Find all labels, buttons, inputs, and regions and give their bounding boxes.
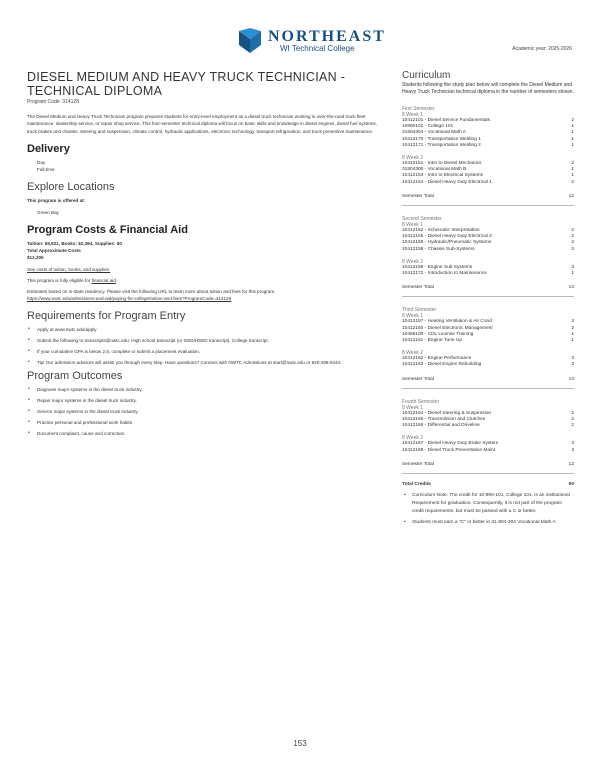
course-name: 10458100 - CDL License Training: [402, 331, 474, 337]
week-label: 8 Week 2: [402, 350, 424, 357]
week-label: 8 Week 1: [402, 112, 424, 118]
course-name: 10412155 - Diesel Heavy Duty Electrical 2: [402, 234, 492, 240]
delivery-item: Full-time: [37, 167, 55, 173]
requirements-list: [27, 326, 385, 366]
page-number: 153: [293, 739, 307, 748]
course-row: [402, 448, 574, 454]
financial-aid-link[interactable]: financial aid: [91, 278, 116, 284]
semester-total-label: Semester Total: [402, 285, 434, 291]
course-credits: 2: [571, 228, 574, 234]
semester-total-value: 12: [568, 461, 574, 467]
course-name: 10412160 - Diesel Electronic Management: [402, 325, 493, 331]
course-credits: 3: [571, 356, 574, 362]
course-credits: 2: [571, 417, 574, 423]
program-title: DIESEL MEDIUM AND HEAVY TRUCK TECHNICIAN - TECHNICAL DIPLOMA: [27, 70, 346, 98]
course-row: [402, 338, 574, 344]
see-costs-link[interactable]: See costs of tuition, books, and supplies.: [27, 267, 111, 273]
week-label: 8 Week 1: [402, 313, 424, 320]
course-credits: 2: [571, 179, 574, 185]
semester-total: [402, 285, 574, 297]
course-name: 10890101 - College 101: [402, 124, 454, 130]
course-credits: 1: [571, 173, 574, 179]
week-label: 8 Week 2: [402, 435, 424, 442]
course-credits: 2: [571, 240, 574, 246]
semester-block: [402, 307, 574, 388]
curriculum-column: [402, 70, 574, 527]
course-name: 10412153 - Intro to Electrical Systems: [402, 173, 484, 179]
course-credits: 3: [571, 264, 574, 270]
course-name: 10412166 - Differential and Driveline: [402, 423, 480, 429]
course-name: 10412161 - Engine Tune Up: [402, 338, 463, 344]
course-credits: 1: [571, 130, 574, 136]
total-credits: [402, 482, 574, 488]
course-name: 10412158 - Chassis Sub-Systems: [402, 246, 475, 252]
delivery-list: [27, 159, 385, 173]
total-costs-value: $12,205: [27, 255, 44, 261]
logo-text: NORTHEAST: [268, 28, 386, 45]
total-credits-value: 50: [568, 482, 574, 488]
semester-name: Second Semester: [402, 216, 442, 223]
locations-intro: This program is offered at:: [27, 198, 86, 204]
course-row: [402, 362, 574, 368]
curriculum-intro: Students following the study plan below will complete the Diesel Medium and Heavy Truck Technician technical diploma in the number of semesters shown.: [402, 82, 574, 95]
course-credits: 1: [571, 338, 574, 344]
course-name: 10412157 - Heating Ventilation & Air Cond: [402, 319, 492, 325]
semester-block: [402, 106, 574, 206]
location-item[interactable]: Green Bay: [37, 210, 59, 216]
list-item: • Apply at www.nwtc.edu/apply: [27, 326, 385, 333]
course-name: 10412159 - Engine Sub Systems: [402, 264, 473, 270]
financial-aid-line: [27, 277, 385, 284]
list-item: • If your cumulative GPA is below 2.6, complete or submit a placement evaluation.: [27, 348, 385, 355]
course-row: [402, 143, 574, 149]
week-label: 8 Week 1: [402, 222, 424, 229]
semester-total-label: Semester Total: [402, 461, 434, 467]
course-name: 10412170 - Transportation Welding 1: [402, 136, 481, 142]
course-name: 10412164 - Diesel Steering & Suspension: [402, 410, 492, 416]
list-item: • Students must earn a "C" or better in 31-804-304 Vocational Math A: [402, 519, 574, 527]
curriculum-notes: [402, 492, 574, 527]
financial-aid-end: .: [115, 278, 118, 284]
list-item: • Diagnose major systems in the diesel truck industry.: [27, 386, 385, 393]
outcomes-list: [27, 386, 385, 437]
list-item: • Practice personal and professional work habits.: [27, 419, 385, 426]
delivery-item: Day: [37, 160, 46, 166]
program-code: Program Code: 314128: [27, 99, 79, 105]
course-credits: 3: [571, 319, 574, 325]
costs-heading: Program Costs & Financial Aid: [27, 224, 188, 237]
list-item: • Service major systems in the diesel truck industry.: [27, 408, 385, 415]
semester-name: First Semester: [402, 106, 435, 112]
total-costs-label: Total Approximate Costs: [27, 248, 81, 254]
course-name: 10412101 - Diesel Service Fundamentals: [402, 118, 490, 123]
course-credits: 3: [571, 246, 574, 252]
course-credits: 2: [571, 410, 574, 416]
list-item: • Submit the following to transcripts@nwtc.edu: High school transcript (or GED/HSED transcript). College transcript.: [27, 337, 385, 344]
course-credits: 2: [571, 234, 574, 240]
course-row: [402, 247, 574, 253]
semester-total-value: 12: [568, 193, 574, 199]
tuition-url-link[interactable]: https://www.nwtc.edu/admissions-and-aid/paying-for-college/tuition-and-fees?ProgramCode=314128: [27, 296, 232, 302]
week-label: 8 Week 2: [402, 258, 424, 265]
course-name: 10412156 - Hydraulic/Pneumatic Systems: [402, 240, 492, 246]
list-item: • Repair major systems in the diesel truck industry.: [27, 397, 385, 404]
course-name: 10412172 - Introduction to Maintenance: [402, 271, 487, 277]
course-name: 10412171 - Transportation Welding 2: [402, 142, 481, 148]
semester-total: [402, 462, 574, 474]
requirements-heading: Requirements for Program Entry: [27, 310, 186, 323]
semester-total-value: 13: [568, 376, 574, 382]
course-name: 10412167 - Diesel Heavy Duty Brake System: [402, 441, 499, 447]
course-name: 10412163 - Diesel Engine Rebuilding: [402, 362, 482, 368]
semester-name: Third Semester: [402, 307, 437, 314]
logo-mark-icon: [236, 27, 264, 55]
semester-name: Fourth Semester: [402, 398, 440, 405]
course-credits: 1: [571, 331, 574, 337]
course-name: 10412162 - Engine Performance: [402, 356, 472, 362]
course-credits: 2: [571, 423, 574, 429]
course-row: [402, 271, 574, 277]
page-header: [0, 0, 600, 60]
semester-block: [402, 399, 574, 474]
semester-total-value: 13: [568, 285, 574, 291]
curriculum-heading: Curriculum: [402, 70, 451, 81]
program-description: The Diesel Medium and Heavy Truck Technician program prepares students for entry-level employment as a diesel truck technician working in over-the-road truck fleet maintenance, dealership service, or repair shop service. This four-semester technical diploma will focus on basic skills and knowledge in diesel engines, diesel fuel systems, truck brakes and chassis, steering and suspension, climate control, hydraulic applications, electronic technology, transport refrigeration, and truck preventive maintenance.: [27, 114, 377, 134]
week-label: 8 Week 2: [402, 155, 424, 162]
locations-heading: Explore Locations: [27, 181, 115, 194]
course-name: 10412151 - Intro to Diesel Mechanics: [402, 161, 482, 167]
course-credits: 2: [571, 161, 574, 167]
course-name: 10412152 - Schematic Interpretation: [402, 228, 480, 234]
list-item: • Tip! Our admission advisors will assist you through every step. Have questions? Connect with NWTC Admissions at start@nwtc.edu or 920-498-5444.: [27, 359, 385, 366]
course-credits: 1: [571, 167, 574, 173]
semester-total-label: Semester Total: [402, 193, 434, 199]
total-credits-label: Total Credits: [402, 482, 431, 488]
estimate-note: Estimates based on in-state residency. Please visit the following URL to learn more about tuition and fees for this program.: [27, 289, 276, 295]
week-label: 8 Week 1: [402, 404, 424, 411]
academic-year: Academic year: 2025-2026: [512, 46, 572, 52]
program-column: [27, 70, 385, 441]
course-row: [402, 423, 574, 429]
logo-subtext: WI Technical College: [280, 44, 355, 53]
tuition-line: Tuition: $9,821, Books: $2,384, Supplies: $0: [27, 241, 122, 247]
course-credits: 1: [571, 271, 574, 277]
semester-total-label: Semester Total: [402, 376, 434, 382]
course-name: 31804304 - Vocational Math A: [402, 130, 467, 136]
list-item: • Curriculum Note: The credit for 10-890-101, College 101, is an institutional Requirement for graduation. Consequently, it is not part of the program credit requirements, but must be passed with a C or better.: [402, 492, 574, 516]
semester-block: [402, 216, 574, 297]
college-logo: [236, 27, 396, 57]
course-credits: 3: [571, 362, 574, 368]
course-credits: 3: [571, 441, 574, 447]
course-name: 31804305 - Vocational Math B: [402, 167, 467, 173]
delivery-heading: Delivery: [27, 143, 70, 156]
course-credits: 1: [571, 142, 574, 148]
semester-total: [402, 194, 574, 206]
list-item: • Document complaint, cause and correction.: [27, 430, 385, 437]
course-row: [402, 180, 574, 186]
course-credits: 2: [571, 118, 574, 123]
course-credits: 2: [571, 325, 574, 331]
course-name: 10412168 - Diesel Truck Preventative Maint: [402, 447, 496, 453]
semester-total: [402, 377, 574, 389]
course-credits: 1: [571, 124, 574, 130]
course-name: 10412154 - Diesel Heavy Duty Electrical 1: [402, 179, 492, 185]
financial-aid-text: This program is fully eligible for: [27, 278, 92, 284]
course-name: 10412165 - Transmission and Clutches: [402, 417, 486, 423]
course-credits: 1: [571, 136, 574, 142]
outcomes-heading: Program Outcomes: [27, 370, 123, 383]
course-credits: 3: [571, 447, 574, 453]
